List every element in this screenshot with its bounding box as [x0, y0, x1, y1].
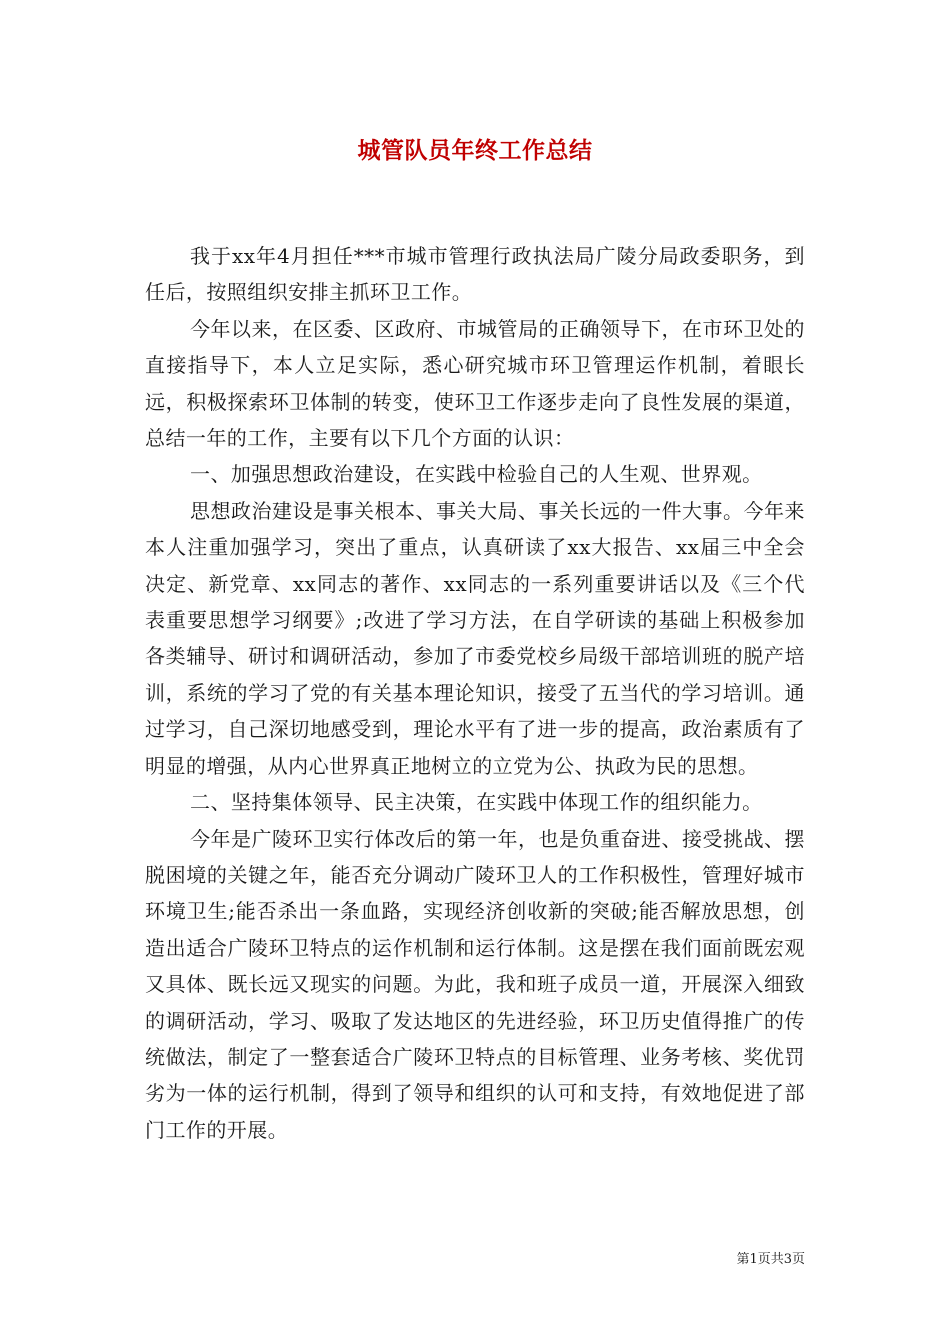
section-heading-2: 二、坚持集体领导、民主决策，在实践中体现工作的组织能力。: [190, 790, 763, 815]
paragraph-3: 思想政治建设是事关根本、事关大局、事关长远的一件大事。今年来本人注重加强学习，突出了重点，认真研读了xx大报告、xx届三中全会决定、新党章、xx同志的著作、xx同志的一系列重要讲话以及《三个代表重要思想学习纲要》;改进了学习方法，在自学研读的基础上积极参加各类辅导、研讨和调研活动，参加了市委党校乡局级干部培训班的脱产培训，系统的学习了党的有关基本理论知识，接受了五当代的学习培训。通过学习，自己深切地感受到，理论水平有了进一步的提高，政治素质有了明显的增强，从内心世界真正地树立的立党为公、执政为民的思想。: [145, 498, 805, 778]
document-title: 城管队员年终工作总结: [357, 138, 593, 164]
paragraph-4: 今年是广陵环卫实行体改后的第一年，也是负重奋进、接受挑战、摆脱困境的关键之年，能否充分调动广陵环卫人的工作积极性，管理好城市环境卫生;能否杀出一条血路，实现经济创收新的突破;能否解放思想，创造出适合广陵环卫特点的运作机制和运行体制。这是摆在我们面前既宏观又具体、既长远又现实的问题。为此，我和班子成员一道，开展深入细致的调研活动，学习、吸取了发达地区的先进经验，环卫历史值得推广的传统做法，制定了一整套适合广陵环卫特点的目标管理、业务考核、奖优罚劣为一体的运行机制，得到了领导和组织的认可和支持，有效地促进了部门工作的开展。: [145, 826, 805, 1142]
paragraph-1: 我于xx年4月担任***市城市管理行政执法局广陵分局政委职务，到任后，按照组织安排主抓环卫工作。: [145, 244, 805, 305]
page-number-footer: 第1页共3页: [736, 1252, 805, 1267]
document-body: [145, 238, 805, 1148]
paragraph-2: 今年以来，在区委、区政府、市城管局的正确领导下，在市环卫处的直接指导下，本人立足实际，悉心研究城市环卫管理运作机制，着眼长远，积极探索环卫体制的转变，使环卫工作逐步走向了良性发展的渠道，总结一年的工作，主要有以下几个方面的认识：: [145, 316, 805, 451]
section-heading-1: 一、加强思想政治建设，在实践中检验自己的人生观、世界观。: [190, 462, 763, 487]
